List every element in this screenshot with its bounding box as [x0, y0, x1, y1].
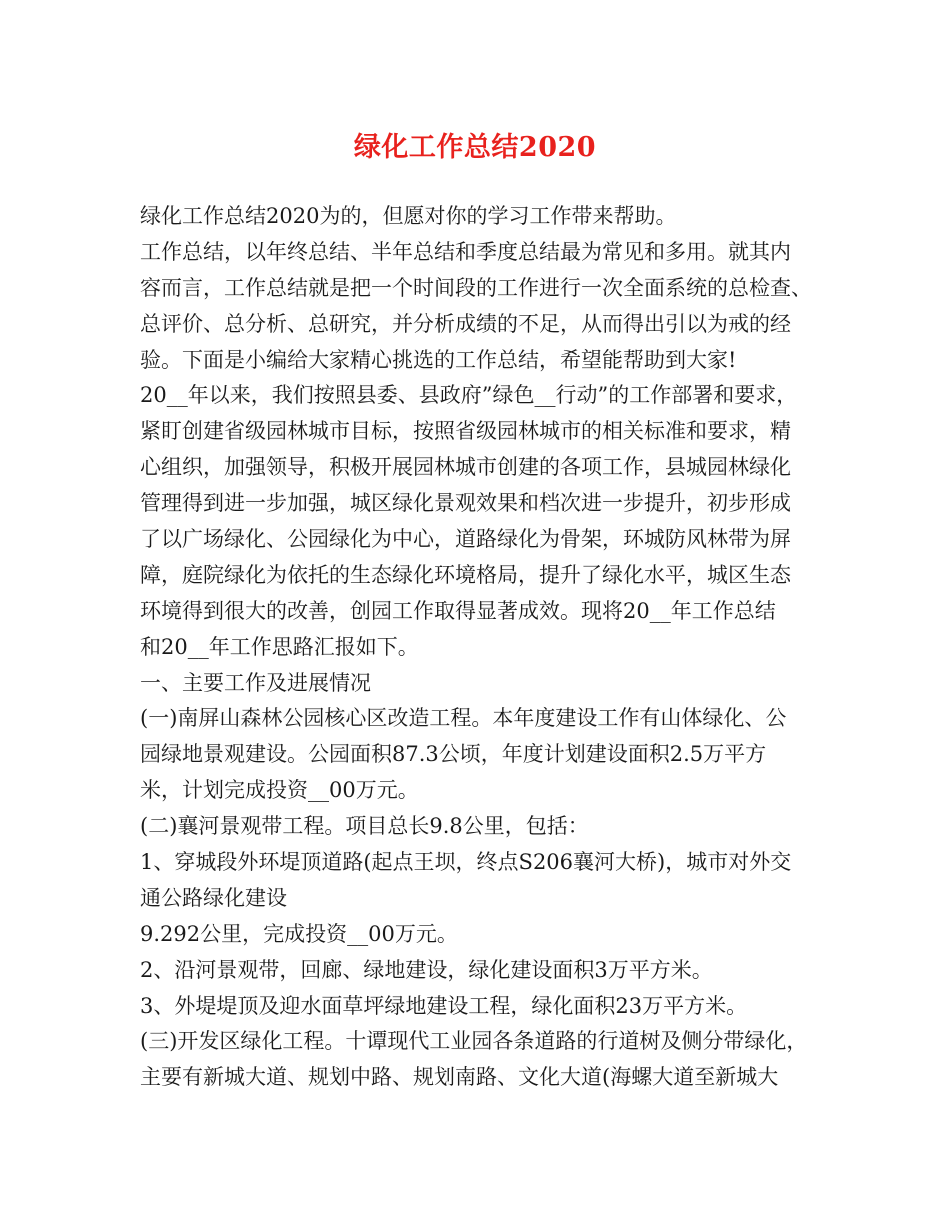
- text-line: 20__年以来，我们按照县委、县政府”绿色__行动”的工作部署和要求，: [140, 383, 798, 408]
- text-line: 和20__年工作思路汇报如下。: [140, 634, 419, 659]
- text-line: 障，庭院绿化为依托的生态绿化环境格局，提升了绿化水平，城区生态: [140, 562, 791, 587]
- text-line: 1、穿城段外环堤顶道路(起点王坝，终点S206襄河大桥)，城市对外交: [140, 850, 792, 875]
- text-line: 通公路绿化建设: [140, 885, 287, 910]
- section-heading: 一、主要工作及进展情况: [140, 670, 371, 695]
- text-line: 了以广场绿化、公园绿化为中心，道路绿化为骨架，环城防风林带为屏: [140, 527, 791, 552]
- text-line: 主要有新城大道、规划中路、规划南路、文化大道(海螺大道至新城大: [140, 1065, 779, 1090]
- text-line: (一)南屏山森林公园核心区改造工程。本年度建设工作有山体绿化、公: [140, 706, 787, 731]
- document-title: 绿化工作总结2020: [353, 132, 597, 163]
- text-line: (三)开发区绿化工程。十谭现代工业园各条道路的行道树及侧分带绿化，: [140, 1029, 808, 1054]
- text-line: 3、外堤堤顶及迎水面草坪绿地建设工程，绿化面积23万平方米。: [140, 993, 748, 1018]
- text-line: 环境得到很大的改善，创园工作取得显著成效。现将20__年工作总结: [140, 598, 776, 623]
- document-body: [140, 199, 830, 1096]
- text-line: 容而言，工作总结就是把一个时间段的工作进行一次全面系统的总检查、: [140, 275, 812, 300]
- text-line: 9.292公里，完成投资__00万元。: [140, 921, 458, 946]
- text-line: 园绿地景观建设。公园面积87.3公顷，年度计划建设面积2.5万平方: [140, 742, 767, 767]
- text-line: 总评价、总分析、总研究，并分析成绩的不足，从而得出引以为戒的经: [140, 311, 791, 336]
- text-line: 紧盯创建省级园林城市目标，按照省级园林城市的相关标准和要求，精: [140, 419, 791, 444]
- text-line: 管理得到进一步加强，城区绿化景观效果和档次进一步提升，初步形成: [140, 491, 791, 516]
- text-line: 工作总结，以年终总结、半年总结和季度总结最为常见和多用。就其内: [140, 239, 791, 264]
- text-line: 2、沿河景观带，回廊、绿地建设，绿化建设面积3万平方米。: [140, 957, 713, 982]
- text-line: 米，计划完成投资__00万元。: [140, 778, 419, 803]
- text-line: 验。下面是小编给大家精心挑选的工作总结，希望能帮助到大家!: [140, 347, 737, 372]
- text-line: 绿化工作总结2020为的，但愿对你的学习工作带来帮助。: [140, 204, 677, 228]
- text-line: 心组织，加强领导，积极开展园林城市创建的各项工作，县城园林绿化: [140, 455, 791, 480]
- text-line: (二)襄河景观带工程。项目总长9.8公里，包括：: [140, 814, 589, 839]
